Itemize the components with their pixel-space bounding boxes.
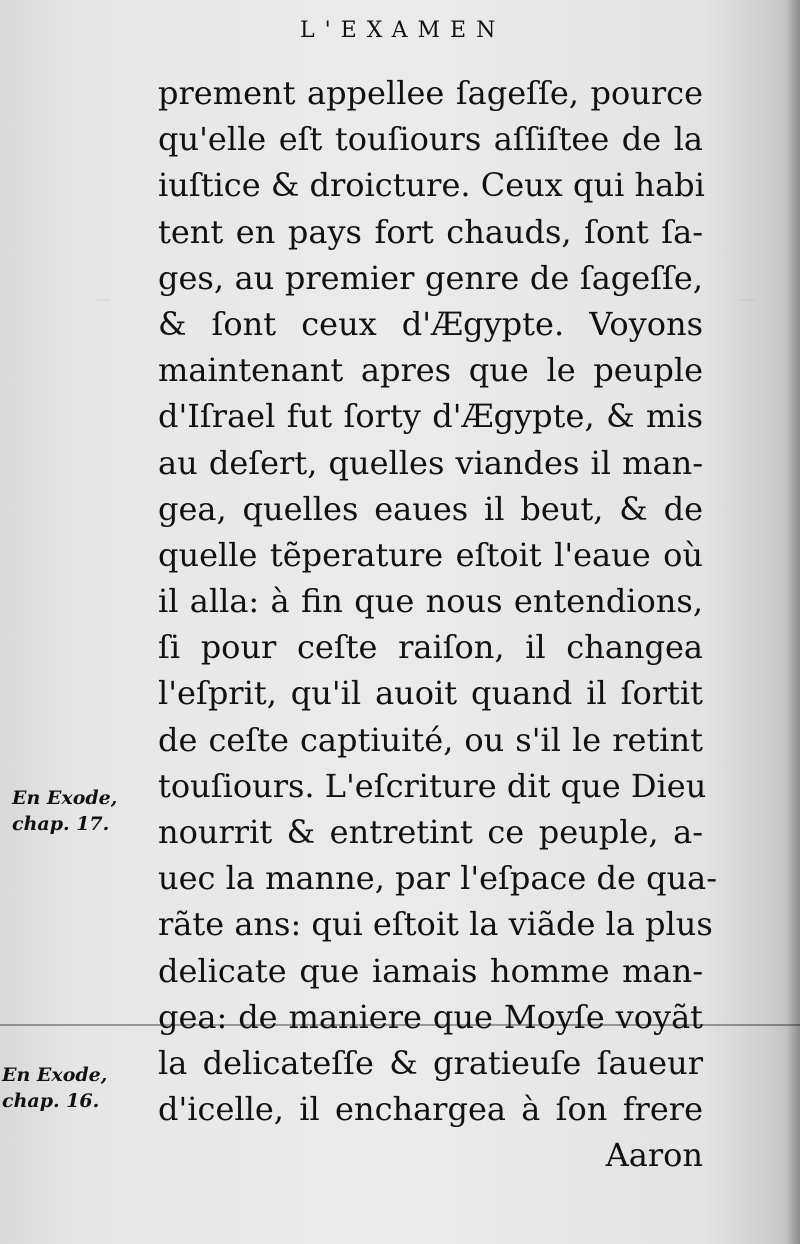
catchword: Aaron	[605, 1136, 703, 1175]
text-line: nourrit & entretint ce peuple, a-	[158, 813, 703, 851]
text-line: gea: de maniere que Moyſe voyãt	[158, 997, 703, 1036]
text-line: ges, au premier genre de ſageſſe,	[158, 258, 703, 297]
text-line: uec la manne, par l'eſpace de qua-	[158, 859, 718, 898]
text-line: l'eſprit, qu'il auoit quand il ſortit	[158, 674, 703, 713]
text-line: quelle tẽperature eſtoit l'eaue où	[158, 535, 703, 574]
page-edge-shadow	[786, 0, 800, 1244]
margin-note-book: En Exode,	[2, 1064, 108, 1086]
text-line: delicate que iamais homme man-	[158, 951, 703, 990]
margin-note-chapter: chap. 16.	[2, 1090, 100, 1112]
bleed-through-mark: —	[95, 290, 110, 308]
running-head: L'EXAMEN	[300, 18, 506, 43]
text-line: qu'elle eſt touſiours aſſiſtee de la	[158, 120, 703, 159]
text-line: gea, quelles eaues il beut, & de	[158, 489, 703, 528]
text-line: maintenant apres que le peuple	[158, 351, 703, 390]
margin-note	[2, 1062, 107, 1114]
text-line: la delicateſſe & gratieuſe ſaueur	[158, 1043, 703, 1082]
text-line: d'icelle, il enchargea à ſon frere	[158, 1090, 703, 1129]
margin-note-book: En Exode,	[12, 787, 118, 809]
text-line: au deſert, quelles viandes il man-	[158, 443, 703, 482]
text-line: d'Iſrael fut ſorty d'Ægypte, & mis	[158, 397, 703, 436]
text-line: tent en pays fort chauds, ſont ſa-	[158, 212, 703, 251]
text-line: il alla: à fin que nous entendions,	[158, 582, 703, 621]
text-line: de ceſte captiuité, ou s'il le retint	[158, 720, 703, 759]
body-text	[158, 70, 718, 1179]
text-line: iuſtice & droicture. Ceux qui habi	[158, 166, 705, 205]
bleed-through-mark: —	[740, 290, 755, 308]
margin-note	[12, 785, 117, 837]
margin-note-chapter: chap. 17.	[12, 813, 110, 835]
text-line: ſi pour ceſte raiſon, il changea	[158, 628, 703, 667]
text-line: prement appellee ſageſſe, pource	[158, 74, 703, 112]
text-line: & ſont ceux d'Ægypte. Voyons	[158, 304, 703, 343]
text-line: touſiours. L'eſcriture dit que Dieu	[158, 766, 707, 805]
text-line: rãte ans: qui eſtoit la viãde la plus	[158, 905, 713, 944]
